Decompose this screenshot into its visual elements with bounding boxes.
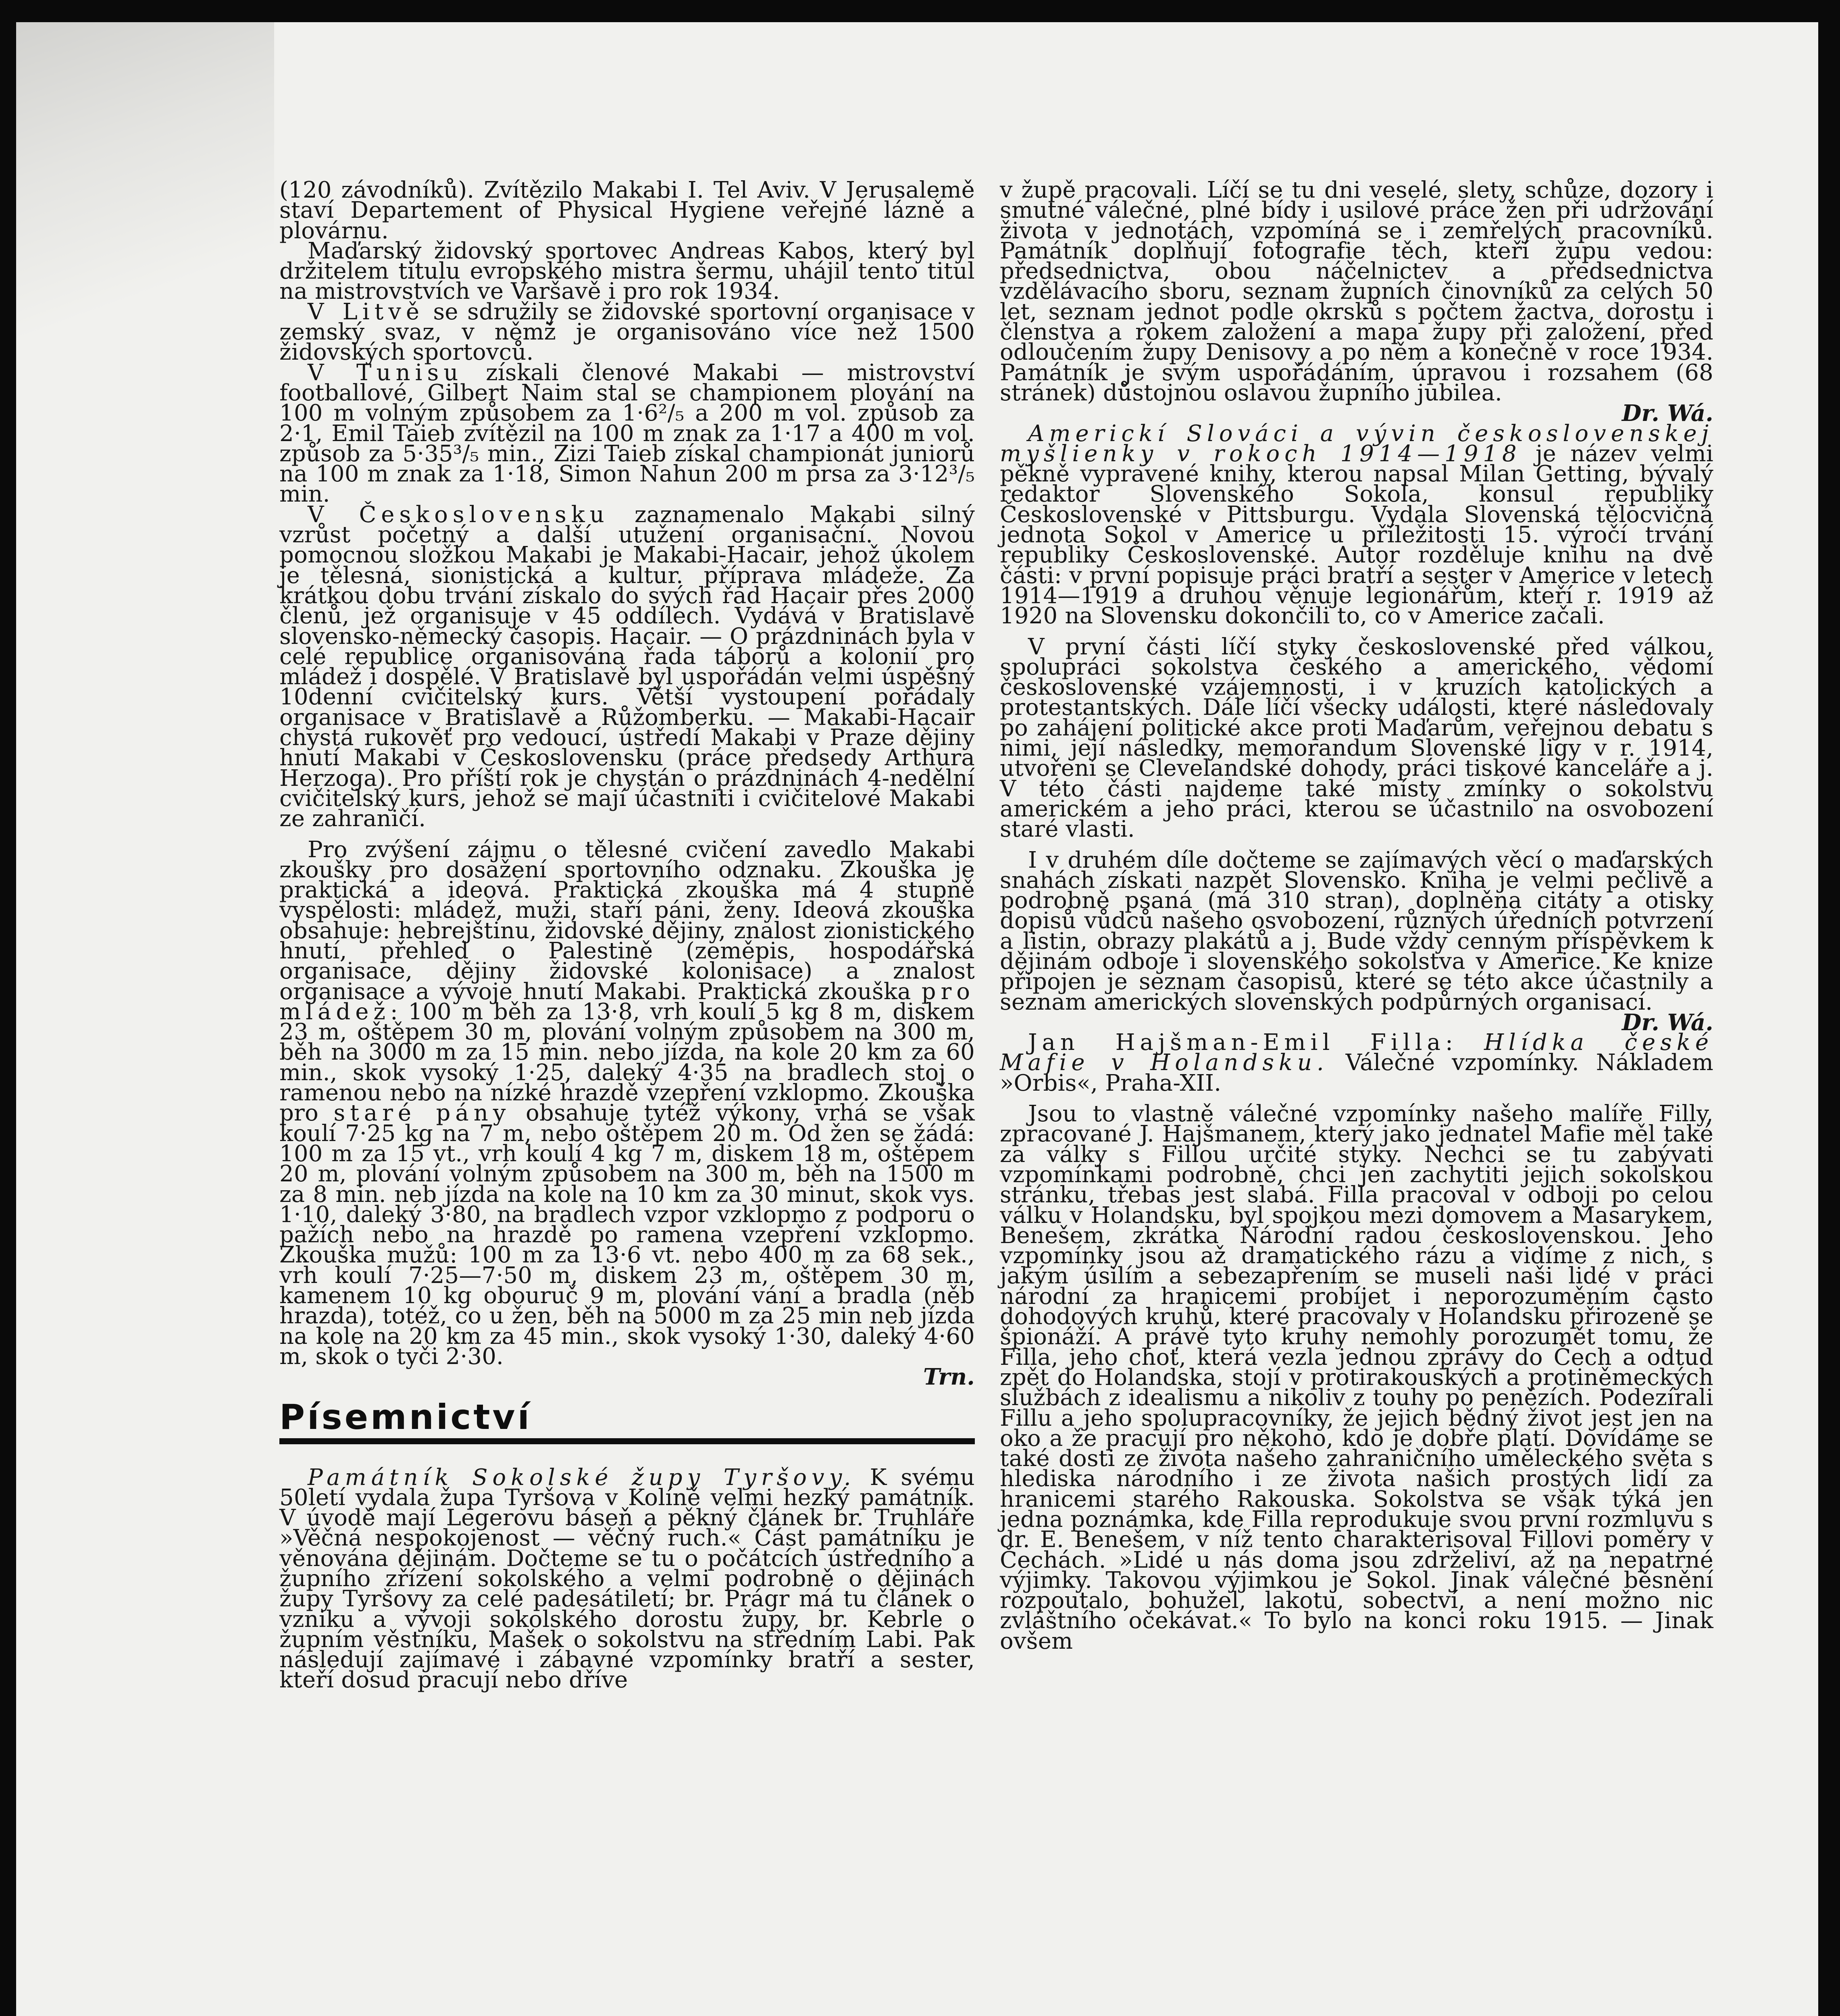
paragraph: Americkí Slováci a vývin československej myšlienky v rokoch 1914—1918 je název velmi pěkně vypravené knihy, kterou napsal Milan Getting, bývalý redaktor Slovenského Sokola, konsul republiky Československé v Pittsburgu. Vydala Slovenská tělocvičná jednota Sokol v Americe u příležitosti 15. výročí trvání republiky Československé. Autor rozděluje knihu na dvě části: v první popisuje práci bratří a sester v Americe v letech 1914—1919 a druhou věnuje legionářům, kteří r. 1919 až 1920 na Slovensku dokončili to, co v Americe začali. [1000,420,1713,629]
paragraph: Jsou to vlastně válečné vzpomínky našeho malíře Filly, zpracované J. Hajšmanem, který jako jednatel Mafie měl také za války s Fillou určité styky. Nechci se tu zabývati vzpomínkami podrobně, chci jen zachytiti jejich sokolskou stránku, třebas jest slabá. Filla pracoval v odboji po celou válku v Holandsku, byl spojkou mezi domovem a Masarykem, Benešem, zkrátka Národní radou československou. Jeho vzpomínky jsou až dramatického rázu a vidíme z nich, s jakým úsilím a sebezapřením se museli naši lidé v práci národní za hranicemi probíjet i neporozuměním často dohodových kruhů, které pracovaly v Holandsku přirozeně se špionáží. A právě tyto kruhy nemohly porozumět tomu, že Filla, jeho choť, která vezla jednou zprávy do Čech a odtud zpět do Holandska, stojí v protirakouských a protiněmeckých službách z idealismu a nikoliv z touhy po penězích. Podezírali Fillu a jeho spolupracovníky, že jejich bědný život jest jen na oko a že pracují pro někoho, kdo je dobře platí. Dovídáme se také dosti ze života našeho zahraničního uměleckého světa s hlediska národního i ze života našich prostých lidí za hranicemi starého Rakouska. Sokolstva se však týká jen jedna poznámka, kde Filla reprodukuje svou první rozmluvu s dr. E. Benešem, v níž tento charakterisoval Fillovi poměry v Čechách. »Lidé u nás doma jsou zdrželiví, až na nepatrné výjimky. Takovou výjimkou je Sokol. Jinak válečné běsnění rozpoutalo, bohužel, lakotu, sobectví, a není možno nic zvláštního očekávat.« To bylo na konci roku 1915. — Jinak ovšem [1000,1101,1713,1654]
book-title: Památník Sokolské župy Tyršovy. [308,1464,856,1491]
section-title: Písemnictví [279,1397,532,1437]
paragraph: (120 závodníků). Zvítězilo Makabi I. Tel Aviv. V Jerusalemě staví Departement of Physical Hygiene veřejné lázně a plovárnu. [279,177,975,244]
paragraph: Památník Sokolské župy Tyršovy. K svému 50letí vydala župa Tyršova v Kolíně velmi hezký památník. V úvodě mají Legerovu báseň a pěkný článek br. Truhláře »Věčná nespokojenost — věčný ruch.« Část památníku je věnována dějinám. Dočteme se tu o počátcích ústředního a župního zřízení sokolského a velmi podrobně o dějinách župy Tyršovy za celé padesátiletí; br. Prágr má tu článek o vzniku a vývoji sokolského dorostu župy, br. Kebrle o župním věstníku, Mašek o sokolstvu na středním Labi. Pak následují zajímavé i zábavné vzpomínky bratří a sester, kteří dosud pracují nebo dříve [279,1464,975,1693]
left-column [279,177,975,1693]
spaced-term: pro mládež [279,978,975,1025]
paragraph: Pro zvýšení zájmu o tělesné cvičení zavedlo Makabi zkoušky pro dosažení sportovního odznaku. Zkouška je praktická a ideová. Praktická zkouška má 4 stupně vyspělosti: mládež, muži, staří páni, ženy. Ideová zkouška obsahuje: hebrejštinu, židovské dějiny, znalost zionistického hnutí, přehled o Palestině (zeměpis, hospodářská organisace, dějiny židovské kolonisace) a znalost organisace a vývoje hnutí Makabi. Praktická zkouška pro mládež: 100 m běh za 13·8, vrh koulí 5 kg 8 m, diskem 23 m, oštěpem 30 m, plování volným způsobem na 300 m, běh na 3000 m za 15 min. nebo jízda, na kole 20 km za 60 min., skok vysoký 1·25, daleký 4·35 na bradlech stoj o ramenou nebo na nízké hrazdě vzepření vzklopmo. Zkouška pro staré pány obsahuje tytéž výkony, vrhá se však koulí 7·25 kg na 7 m, nebo oštěpem 20 m. Od žen se žádá: 100 m za 15 vt., vrh koulí 4 kg 7 m, diskem 18 m, oštěpem 20 m, plování volným způsobem na 300 m, běh na 1500 m za 8 min. neb jízda na kole na 10 km za 30 minut, skok vys. 1·10, daleký 3·80, na bradlech vzpor vzklopmo z podporu o pažích nebo na hrazdě po ramena vzepření vzklopmo. Zkouška mužů: 100 m za 13·6 vt. nebo 400 m za 68 sek., vrh koulí 7·25—7·50 m, diskem 23 m, oštěpem 30 m, kamenem 10 kg obouruč 9 m, plování vání a bradla (něb hrazda), totéž, co u žen, běh na 5000 m za 25 min neb jízda na kole na 20 km za 45 min., skok vysoký 1·30, daleký 4·60 m, skok o tyči 2·30. [279,836,975,1370]
paragraph: Jan Hajšman-Emil Filla: Hlídka české Mafie v Holandsku. Válečné vzpomínky. Nákladem »Orbis«, Praha-XII. [1000,1029,1713,1096]
book-title: Hlídka české Mafie v Holandsku. [1000,1029,1713,1076]
paragraph: V první části líčí styky československé před válkou, spolupráci sokolstva českého a amerického, vědomí československé vzájemnosti, i v kruzích katolických a protestantských. Dále líčí všecky události, které následovaly po zahájení politické akce proti Maďarům, veřejnou debatu s nimi, její následky, memorandum Slovenské ligy v r. 1914, utvoření se Clevelandské dohody, práci tiskové kanceláře a j. V této části najdeme také místy zmínky o sokolstvu americkém a jeho práci, kterou se účastnilo na osvobození staré vlasti. [1000,633,1713,843]
spaced-term: V Československu [308,501,609,528]
spaced-term: V Litvě [308,298,424,325]
book-author: Jan Hajšman-Emil Filla [1028,1029,1446,1056]
page-edge-shadow [16,22,274,385]
paragraph: V Tunisu získali členové Makabi — mistrovství footballové, Gilbert Naim stal se championem plování na 100 m volným způsobem za 1·6²/₅ a 200 m vol. způsob za 2·1, Emil Taieb zvítězil na 100 m znak za 1·17 a 400 m vol. způsob za 5·35³/₅ min., Zizi Taieb získal championát juniorů na 100 m znak za 1·18, Simon Nahun 200 m prsa za 3·12³/₅ min. [279,359,975,508]
paragraph: Maďarský židovský sportovec Andreas Kabos, který byl držitelem titulu evropského mistra šermu, uhájil tento titul na mistrovstvích ve Varšavě i pro rok 1934. [279,237,975,305]
paragraph: V Litvě se sdružily se židovské sportovní organisace v zemský svaz, v němž je organisováno více než 1500 židovských sportovců. [279,298,975,366]
book-title: Americkí Slováci a vývin československej myšlienky v rokoch 1914—1918 [1000,420,1713,467]
section-heading [279,1398,975,1444]
paragraph: V Československu zaznamenalo Makabi silný vzrůst početný a další utužení organisační. Novou pomocnou složkou Makabi je Makabi-Hacair, jehož úkolem je tělesná, sionistická a kultur. příprava mládeže. Za krátkou dobu trvání získalo do svých řad Hacair přes 2000 členů, jež organisuje v 45 oddílech. Vydává v Bratislavě slovensko-německý časopis. Hacair. — O prázdninách byla v celé republice organisována řada táborů a kolonií pro mládež i dospělé. V Bratislavě byl uspořádán velmi úspěšný 10denní cvičitelský kurs. Větší vystoupení pořádaly organisace v Bratislavě a Růžomberku. — Makabi-Hacair chystá rukověť pro vedoucí, ústředí Makabi v Praze dějiny hnutí Makabi v Československu (práce předsedy Arthura Herzoga). Pro příští rok je chystán o prázdninách 4-nedělní cvičitelský kurs, jehož se mají účastniti i cvičitelové Makabi ze zahraničí. [279,501,975,832]
section-rule [279,1438,975,1444]
author-signature: Trn. [923,1364,975,1391]
paragraph: v župě pracovali. Líčí se tu dni veselé, slety, schůze, dozory i smutné válečné, plné bídy i usilové práce žen při udržování života v jednotách, vzpomíná se i zemřelých pracovníků. Památník doplňují fotografie těch, kteří župu vedou: předsednictva, obou náčelnictev a předsednictva vzdělávacího sboru, seznam župních činovníků za celých 50 let, seznam jednot podle okrsků s počtem žactva, dorostu i členstva a rokem založení a mapa župy při založení, před odloučením župy Denisovy a po něm a konečně v roce 1934. Památník je svým uspořádáním, úpravou i rozsahem (68 stránek) důstojnou oslavou župního jubilea. [1000,177,1713,406]
paragraph: I v druhém díle dočteme se zajímavých věcí o maďarských snahách získati nazpět Slovensko. Kniha je velmi pečlivě a podrobně psaná (má 310 stran), doplněna citáty a otisky dopisů vůdců našeho osvobození, různých úředních potvrzení a listin, obrazy plakátů a j. Bude vždy cenným příspěvkem k dějinám odboje i slovenského sokolstva v Americe. Ke knize připojen je seznam časopisů, které se této akce účastnily a seznam amerických slovenských podpůrných organisací. [1000,847,1713,1015]
spaced-term: staré pány [333,1100,511,1127]
author-signature: Dr. Wá. [1621,400,1713,427]
magazine-page [16,22,1818,2016]
right-column [1000,177,1713,1654]
spaced-term: V Tunisu [308,359,463,386]
author-signature: Dr. Wá. [1621,1009,1713,1036]
